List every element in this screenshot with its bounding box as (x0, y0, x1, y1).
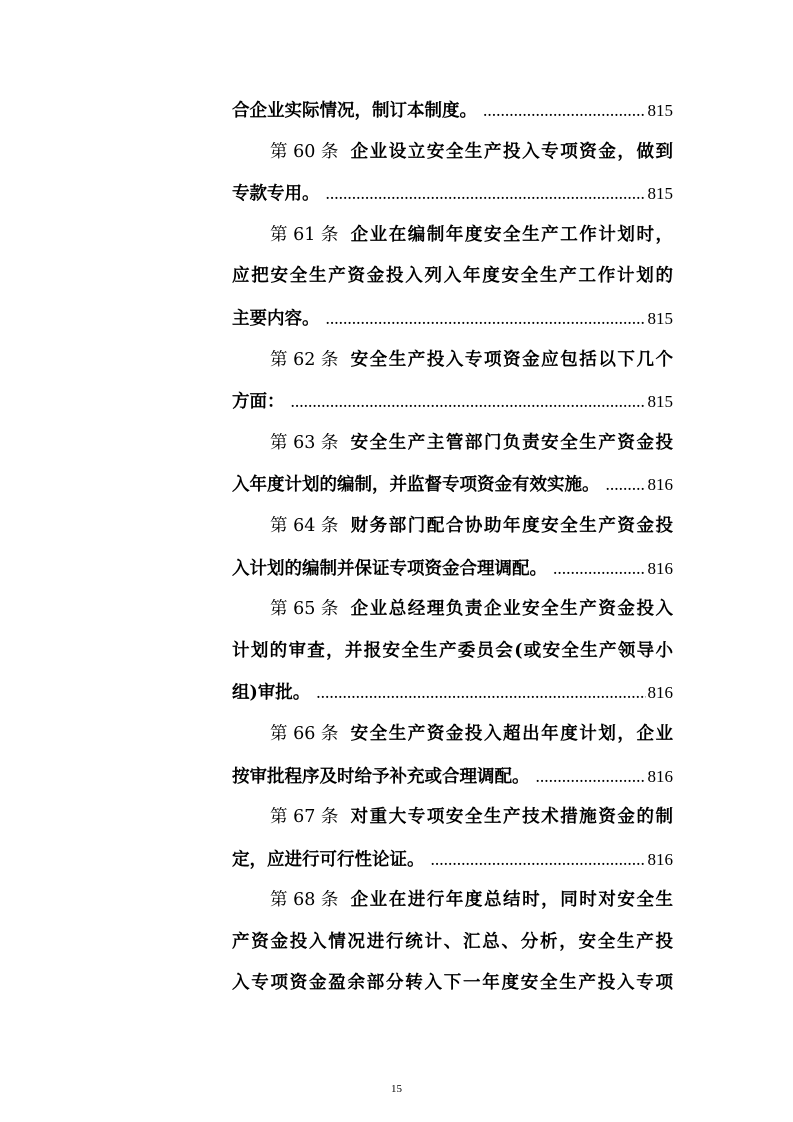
page-reference[interactable]: 815 (647, 392, 673, 412)
entry-text: 方面： (232, 392, 285, 413)
page-reference[interactable]: 815 (647, 308, 673, 328)
entry-text: 企业在编制年度安全生产工作计划时， (350, 224, 673, 245)
dot-leader (553, 548, 646, 590)
entry-text: 产资金投入情况进行统计、汇总、分析，安全生产投 (232, 931, 673, 952)
article-number: 第 65 条 (270, 599, 339, 620)
dot-leader (326, 173, 646, 215)
page-reference[interactable]: 816 (647, 766, 673, 786)
article-number: 第 63 条 (270, 432, 339, 453)
article-number: 第 67 条 (270, 807, 339, 828)
toc-line (232, 381, 673, 423)
article-number: 第 61 条 (270, 224, 339, 245)
entry-text: 安全生产投入专项资金应包括以下几个 (350, 349, 673, 370)
toc-line (232, 215, 673, 257)
toc-line (232, 963, 673, 1005)
entry-text: 专款专用。 (232, 184, 320, 205)
toc-line (232, 340, 673, 382)
article-number: 第 66 条 (270, 723, 339, 744)
toc-line (232, 922, 673, 964)
page-reference[interactable]: 816 (647, 849, 673, 869)
entry-text: 企业设立安全生产投入专项资金，做到 (350, 141, 673, 162)
entry-text: 安全生产主管部门负责安全生产资金投 (350, 432, 673, 453)
article-number: 第 64 条 (270, 515, 339, 536)
entry-text: 入专项资金盈余部分转入下一年度安全生产投入专项 (232, 973, 673, 994)
dot-leader (536, 756, 646, 798)
toc-line (232, 298, 673, 340)
entry-text: 组)审批。 (232, 683, 311, 704)
toc-line (232, 880, 673, 922)
toc-line (232, 423, 673, 465)
page-reference[interactable]: 815 (647, 101, 673, 120)
toc-line (232, 506, 673, 548)
toc-line (232, 756, 673, 798)
entry-text: 合企业实际情况，制订本制度。 (232, 101, 477, 121)
entry-text: 主要内容。 (232, 308, 320, 329)
toc-line (232, 672, 673, 714)
article-number: 第 68 条 (270, 890, 339, 911)
dot-leader (326, 298, 646, 340)
dot-leader (316, 672, 645, 714)
page-reference[interactable]: 816 (647, 683, 673, 703)
entry-text: 入年度计划的编制，并监督专项资金有效实施。 (232, 475, 600, 496)
dot-leader (431, 839, 646, 881)
dot-leader (606, 464, 646, 506)
table-of-contents (232, 90, 673, 1005)
toc-line (232, 589, 673, 631)
entry-text: 企业在进行年度总结时，同时对安全生 (350, 890, 673, 911)
toc-line (232, 797, 673, 839)
entry-text: 应把安全生产资金投入列入年度安全生产工作计划的 (232, 266, 673, 287)
page-reference[interactable]: 816 (647, 558, 673, 578)
article-number: 第 60 条 (270, 141, 339, 162)
page-reference[interactable]: 815 (647, 184, 673, 204)
entry-text: 计划的审查，并报安全生产委员会(或安全生产领导小 (232, 640, 673, 661)
toc-line (232, 839, 673, 881)
toc-line (232, 631, 673, 673)
toc-line (232, 132, 673, 174)
toc-line (232, 714, 673, 756)
article-number: 第 62 条 (270, 349, 339, 370)
page-reference[interactable]: 816 (647, 475, 673, 495)
entry-text: 企业总经理负责企业安全生产资金投入 (350, 599, 673, 620)
entry-text: 定，应进行可行性论证。 (232, 849, 425, 870)
dot-leader (483, 90, 646, 132)
toc-line (232, 464, 673, 506)
dot-leader (291, 381, 646, 423)
page-number: 15 (391, 1083, 402, 1095)
entry-text: 对重大专项安全生产技术措施资金的制 (350, 807, 673, 828)
entry-text: 入计划的编制并保证专项资金合理调配。 (232, 558, 547, 579)
toc-line (232, 90, 673, 132)
entry-text: 财务部门配合协助年度安全生产资金投 (350, 515, 673, 536)
entry-text: 安全生产资金投入超出年度计划，企业 (350, 723, 673, 744)
toc-line (232, 256, 673, 298)
entry-text: 按审批程序及时给予补充或合理调配。 (232, 766, 530, 787)
toc-line (232, 548, 673, 590)
toc-line (232, 173, 673, 215)
